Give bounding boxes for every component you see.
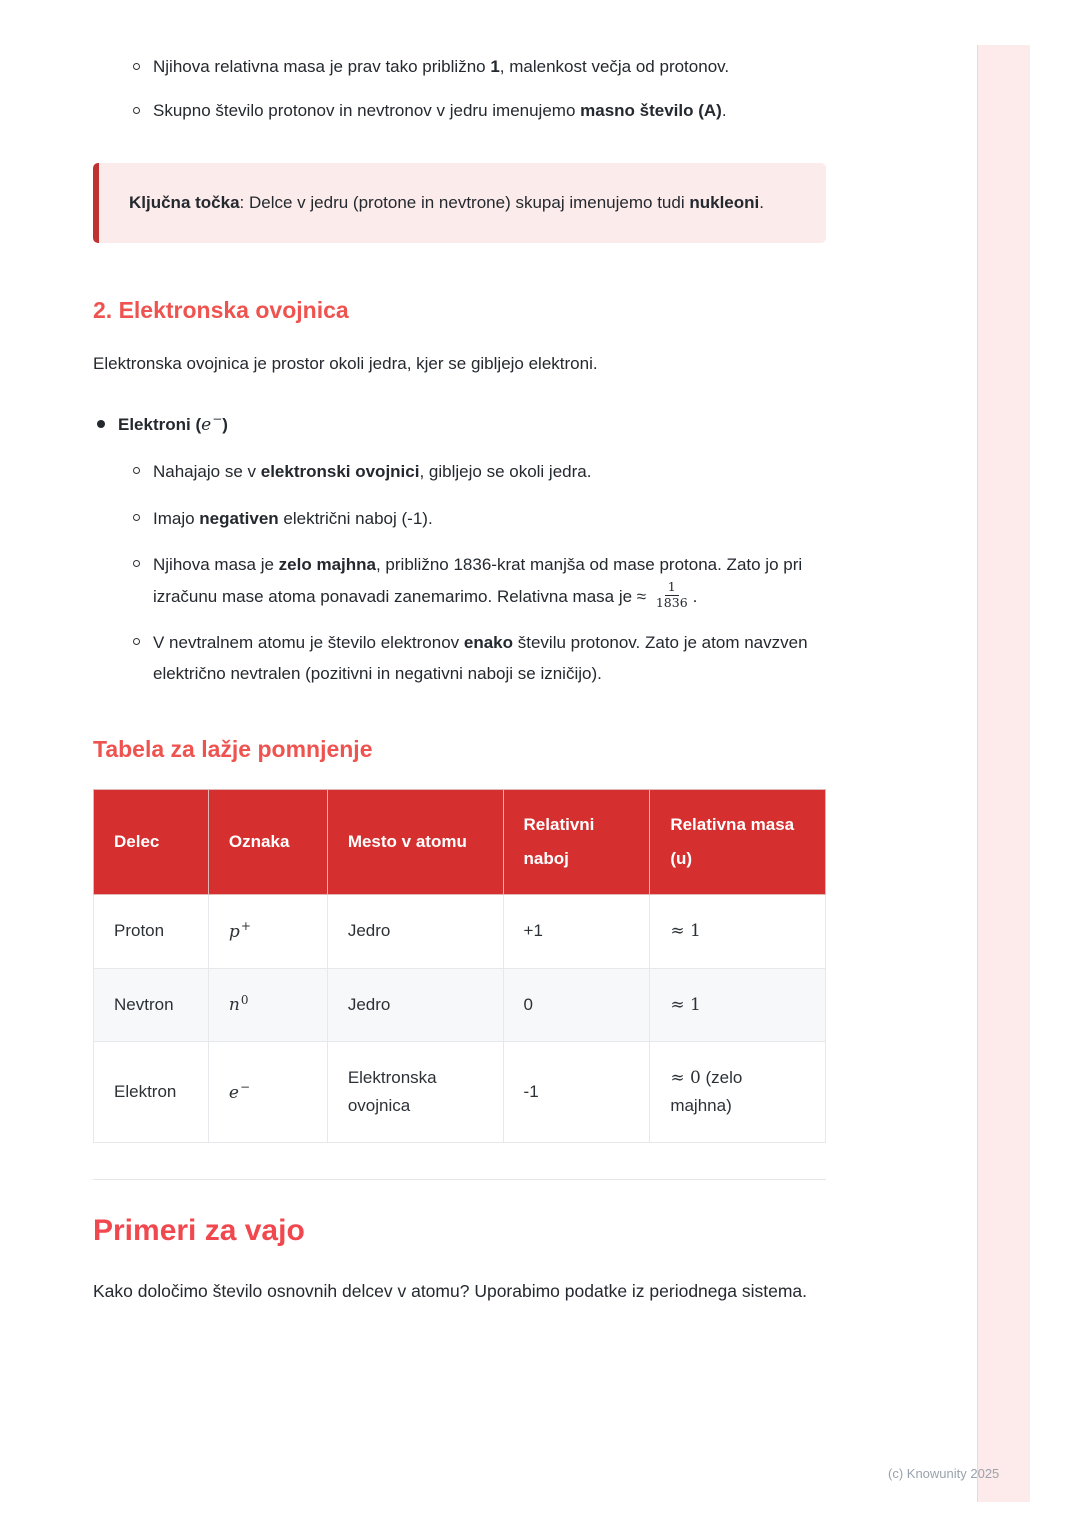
bold-run: ) xyxy=(222,415,228,435)
circle-bullet-icon xyxy=(133,467,140,474)
list-item-text xyxy=(153,549,826,612)
text-run: Imajo xyxy=(153,508,200,528)
text-run: : Delce v jedru (protone in nevtrone) skupaj imenujemo tudi xyxy=(239,193,690,213)
text-run: Njihova relativna masa je prav tako približno xyxy=(153,57,491,76)
fraction-1-1836 xyxy=(653,580,691,610)
electron-bullet-list xyxy=(93,456,826,690)
list-item xyxy=(93,456,826,487)
cell-charge: 0 xyxy=(503,968,650,1042)
table-header-row xyxy=(94,789,826,894)
list-item-text xyxy=(153,96,826,125)
table-row-nevtron xyxy=(94,968,826,1042)
bold-run: masno število (A) xyxy=(580,101,722,121)
cell-mass: ≈ 1 xyxy=(650,968,826,1042)
list-item-text xyxy=(153,503,826,534)
text-run: Nahajajo se v xyxy=(153,462,261,482)
text-run: Njihova masa je xyxy=(153,555,279,575)
bold-run: enako xyxy=(463,633,514,652)
disc-bullet-icon xyxy=(97,420,105,428)
section-intro-paragraph: Elektronska ovojnica je prostor okoli jedra, kjer se gibljejo elektroni. xyxy=(93,354,598,374)
list-item xyxy=(93,96,826,125)
list-item-text xyxy=(118,409,826,440)
cell-mass: ≈ 0 (zelo majhna) xyxy=(650,1042,826,1143)
particles-table xyxy=(93,789,826,1144)
fraction-numerator: 1 xyxy=(665,580,679,595)
list-item xyxy=(93,503,826,534)
text-run: . xyxy=(721,101,727,121)
page-edge-strip xyxy=(977,45,1030,1502)
table-row-proton xyxy=(94,894,826,968)
cell-place: Elektronska ovojnica xyxy=(327,1042,503,1143)
symbol-base: e xyxy=(201,415,212,436)
circle-bullet-icon xyxy=(133,638,140,645)
list-item xyxy=(93,549,826,612)
symbol-superscript: − xyxy=(212,412,223,427)
text-run: Skupno število protonov in nevtronov v jedru imenujemo xyxy=(153,101,581,121)
cell-name: Nevtron xyxy=(94,968,209,1042)
list-item-text xyxy=(153,627,826,690)
cell-name: Elektron xyxy=(94,1042,209,1143)
section-heading-tabela: Tabela za lažje pomnjenje xyxy=(93,735,373,762)
list-item xyxy=(93,52,826,81)
top-bullet-list xyxy=(93,52,826,125)
list-item-text xyxy=(153,52,826,81)
column-header-mesto: Mesto v atomu xyxy=(327,789,503,894)
text-run: . xyxy=(692,586,698,606)
circle-bullet-icon xyxy=(133,63,140,70)
bold-run: Elektroni ( xyxy=(118,415,202,435)
cell-place: Jedro xyxy=(327,968,503,1042)
section-heading-elektronska-ovojnica: 2. Elektronska ovojnica xyxy=(93,297,349,324)
cell-name: Proton xyxy=(94,894,209,968)
page-title-primeri-za-vajo: Primeri za vajo xyxy=(93,1214,305,1248)
text-run: , malenkost večja od protonov. xyxy=(499,57,730,76)
list-item-text xyxy=(153,456,826,487)
bold-run: negativen xyxy=(199,508,279,528)
electron-symbol xyxy=(201,412,223,436)
bold-run: elektronski ovojnici xyxy=(260,462,420,482)
cell-charge: +1 xyxy=(503,894,650,968)
list-item-elektroni xyxy=(93,409,826,440)
circle-bullet-icon xyxy=(133,560,140,567)
cell-symbol: $n^0$ xyxy=(208,968,327,1042)
column-header-naboj: Relativni naboj xyxy=(503,789,650,894)
key-point-callout xyxy=(93,163,826,243)
text-run: , približno 1836-krat manjša od mase protona. Zato jo pri izračunu mase atoma ponavadi zanemarimo. Relativna masa je ≈ xyxy=(153,555,803,606)
cell-symbol: e− xyxy=(208,1042,327,1143)
document-page xyxy=(93,0,826,1310)
table-row-elektron xyxy=(94,1042,826,1143)
section-divider xyxy=(93,1179,826,1180)
text-run: , gibljejo se okoli jedra. xyxy=(419,462,592,482)
cell-symbol: p+ xyxy=(208,894,327,968)
circle-bullet-icon xyxy=(133,514,140,521)
column-header-delec: Delec xyxy=(94,789,209,894)
cell-place: Jedro xyxy=(327,894,503,968)
text-run: . xyxy=(759,193,764,213)
column-header-oznaka: Oznaka xyxy=(208,789,327,894)
bold-run: 1 xyxy=(490,57,500,76)
text-run: številu protonov. Zato je atom navzven električno nevtralen (pozitivni in negativni naboji se izničijo). xyxy=(153,633,808,684)
cell-mass: ≈ 1 xyxy=(650,894,826,968)
practice-intro-paragraph: Kako določimo število osnovnih delcev v atomu? Uporabimo podatke iz periodnega sistema. xyxy=(93,1281,808,1302)
bold-run: nukleoni xyxy=(689,193,760,213)
watermark: (c) Knowunity 2025 xyxy=(888,1466,1000,1481)
circle-bullet-icon xyxy=(133,107,140,114)
column-header-masa: Relativna masa (u) xyxy=(650,789,826,894)
bold-run: zelo majhna xyxy=(278,555,376,575)
list-item xyxy=(93,627,826,690)
callout-label: Ključna točka xyxy=(129,193,240,213)
text-run: električni naboj (-1). xyxy=(278,508,433,528)
fraction-denominator: 1836 xyxy=(655,594,688,610)
cell-charge: -1 xyxy=(503,1042,650,1143)
text-run: V nevtralnem atomu je število elektronov xyxy=(153,633,464,652)
